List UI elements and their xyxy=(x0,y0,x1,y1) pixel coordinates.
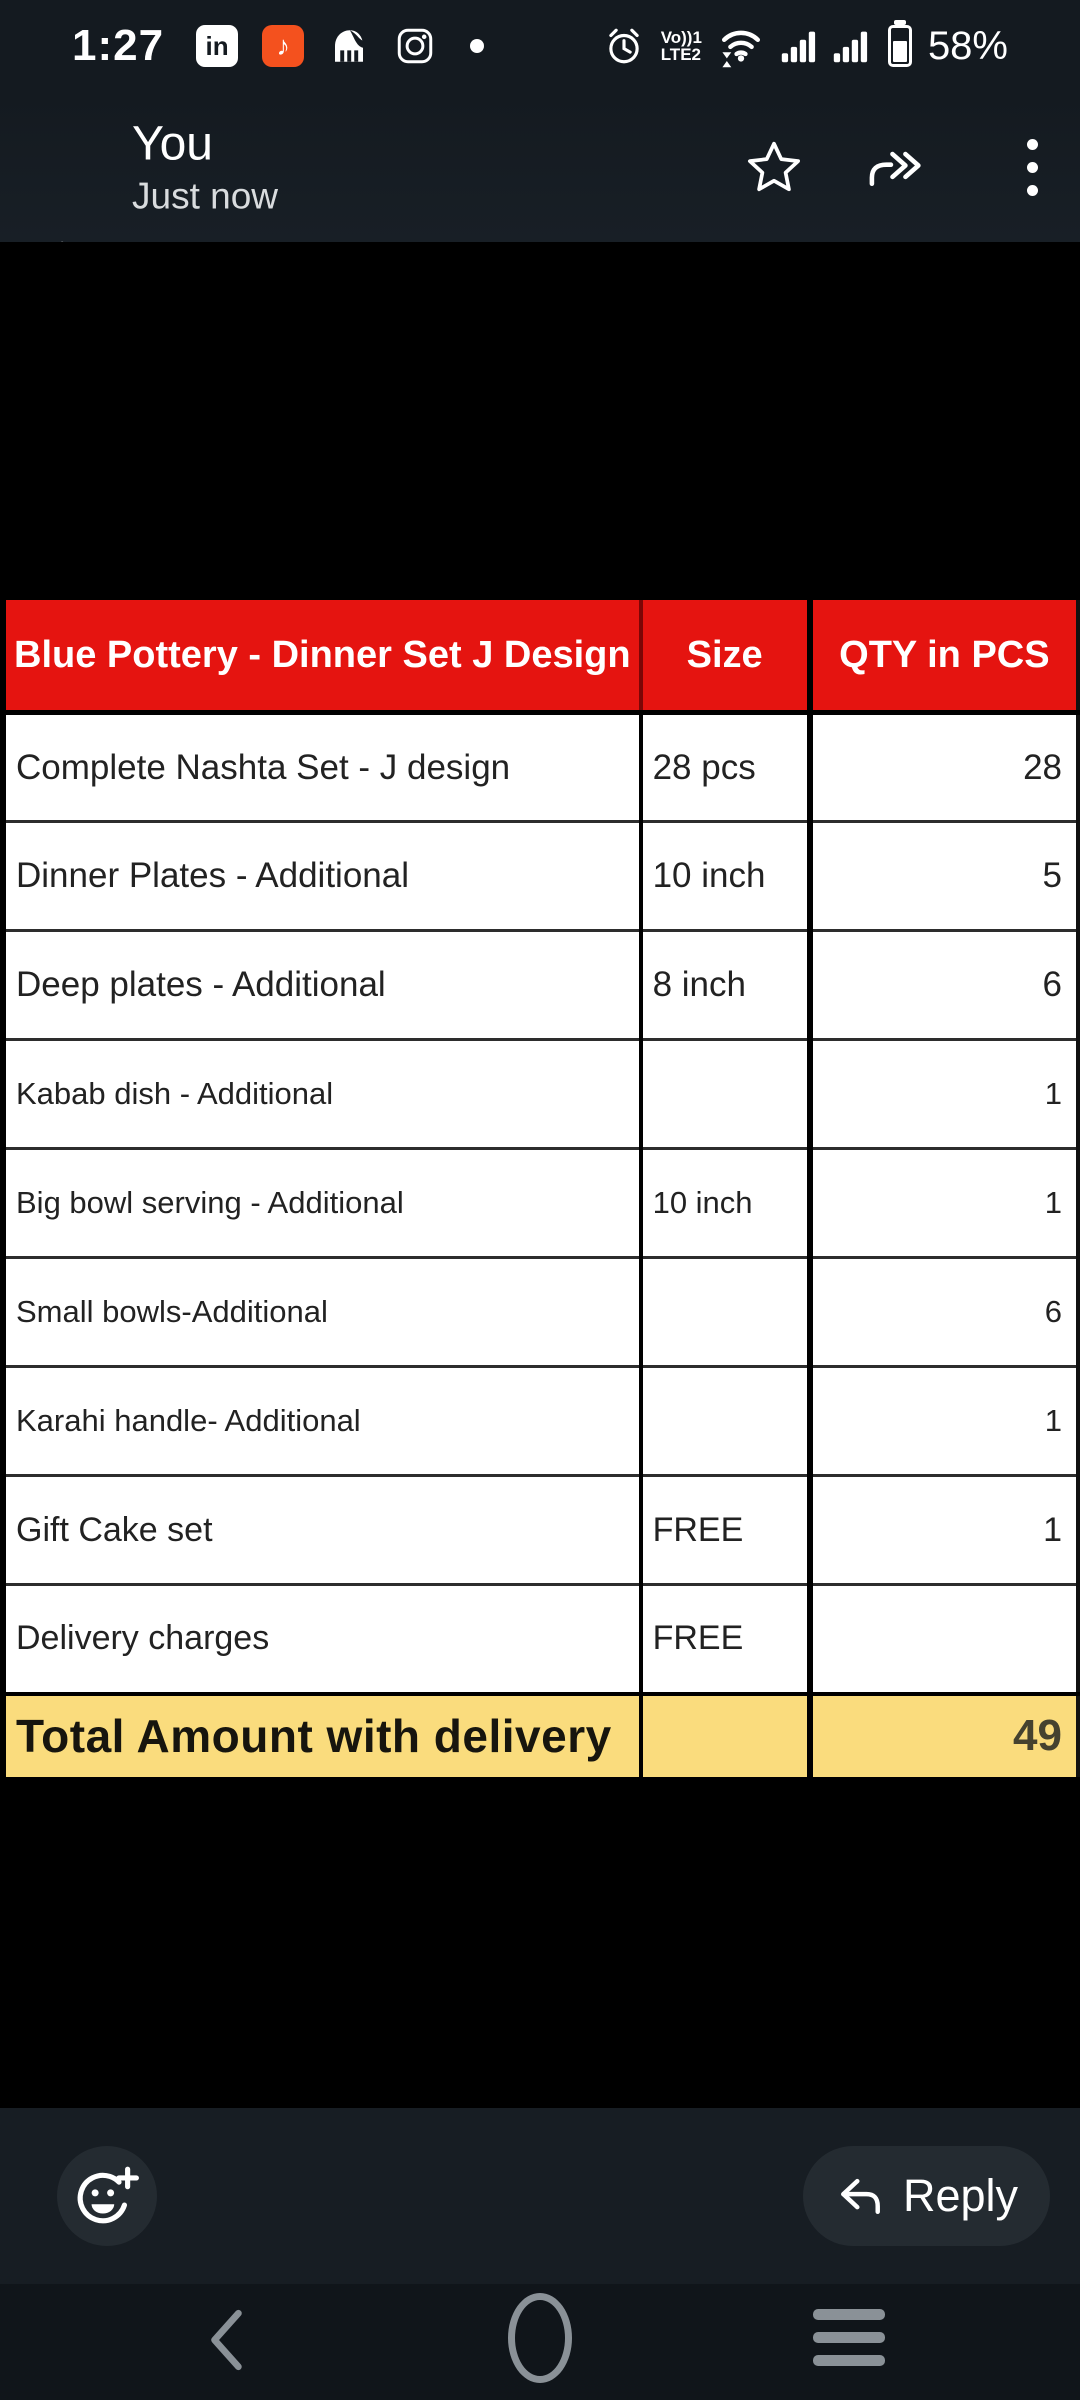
table-row xyxy=(3,1258,1078,1367)
add-reaction-button[interactable] xyxy=(57,2146,157,2246)
qty-cell: 1 xyxy=(810,1476,1078,1585)
col-header-item: Blue Pottery - Dinner Set J Design xyxy=(3,597,641,713)
battery-percent: 58% xyxy=(927,23,1008,68)
table-row xyxy=(3,822,1078,931)
total-row xyxy=(3,1694,1078,1780)
size-cell: 10 inch xyxy=(641,822,810,931)
total-label: Total Amount with delivery xyxy=(3,1694,641,1780)
linkedin-notification-icon xyxy=(196,25,238,67)
status-timestamp: Just now xyxy=(132,175,279,217)
wifi-icon xyxy=(718,24,764,68)
table-row xyxy=(3,1585,1078,1694)
music-note-glyph: ♪ xyxy=(276,30,290,61)
item-cell: Big bowl serving - Additional xyxy=(3,1149,641,1258)
music-app-notification-icon xyxy=(262,25,304,67)
table-row xyxy=(3,1476,1078,1585)
forward-icon xyxy=(862,138,926,196)
overflow-menu-button[interactable] xyxy=(1000,92,1064,242)
qty-cell: 6 xyxy=(810,1258,1078,1367)
table-row xyxy=(3,1149,1078,1258)
item-cell: Delivery charges xyxy=(3,1585,641,1694)
battery-fill xyxy=(893,41,907,62)
qty-cell: 6 xyxy=(810,931,1078,1040)
order-table xyxy=(0,593,1080,1782)
star-button[interactable] xyxy=(742,92,806,242)
three-dot-menu-icon xyxy=(1027,139,1038,196)
qty-cell: 1 xyxy=(810,1040,1078,1149)
nav-back-chevron-icon xyxy=(205,2307,247,2373)
table-row xyxy=(3,1040,1078,1149)
volte-sim2: LTE2 xyxy=(660,45,701,64)
emoji-plus-icon xyxy=(74,2163,140,2229)
item-cell: Complete Nashta Set - J design xyxy=(3,713,641,822)
status-bar-right xyxy=(603,24,1008,69)
reply-arrow-icon xyxy=(835,2173,887,2219)
total-size-cell xyxy=(641,1694,810,1780)
reply-button[interactable] xyxy=(803,2146,1050,2246)
size-cell: 8 inch xyxy=(641,931,810,1040)
nav-home-button[interactable] xyxy=(508,2293,572,2383)
table-row xyxy=(3,713,1078,822)
qty-cell: 28 xyxy=(810,713,1078,822)
item-cell: Dinner Plates - Additional xyxy=(3,822,641,931)
sheet-body xyxy=(3,713,1078,1694)
size-cell xyxy=(641,1040,810,1149)
item-cell: Small bowls-Additional xyxy=(3,1258,641,1367)
col-header-qty: QTY in PCS xyxy=(810,597,1078,713)
piano-app-notification-icon xyxy=(328,25,370,67)
battery-icon xyxy=(888,25,912,67)
viewer-header xyxy=(0,92,1080,242)
page-title: You xyxy=(132,117,213,171)
qty-cell xyxy=(810,1585,1078,1694)
forward-button[interactable] xyxy=(862,92,926,242)
qty-cell: 1 xyxy=(810,1149,1078,1258)
reply-label: Reply xyxy=(902,2170,1019,2221)
nav-back-button[interactable] xyxy=(205,2307,247,2378)
more-notifications-dot xyxy=(470,39,484,53)
total-qty: 49 xyxy=(810,1694,1078,1780)
item-cell: Kabab dish - Additional xyxy=(3,1040,641,1149)
size-cell: FREE xyxy=(641,1476,810,1585)
status-photo[interactable] xyxy=(0,242,1080,2108)
item-cell: Deep plates - Additional xyxy=(3,931,641,1040)
size-cell xyxy=(641,1367,810,1476)
star-icon xyxy=(745,138,803,196)
col-header-size: Size xyxy=(641,597,810,713)
size-cell: FREE xyxy=(641,1585,810,1694)
clock-time: 1:27 xyxy=(72,21,165,70)
status-author-block[interactable] xyxy=(132,116,278,217)
signal-sim2-icon xyxy=(832,26,868,66)
volte-sim1: Vo))1 xyxy=(660,28,702,47)
table-header-row xyxy=(3,597,1078,713)
status-bar-left xyxy=(72,21,484,71)
item-cell: Gift Cake set xyxy=(3,1476,641,1585)
size-cell: 10 inch xyxy=(641,1149,810,1258)
instagram-notification-icon xyxy=(394,25,436,67)
android-nav-bar xyxy=(0,2284,1080,2400)
reaction-bar xyxy=(0,2108,1080,2284)
nav-recents-button[interactable] xyxy=(813,2309,885,2366)
signal-sim1-icon xyxy=(780,26,816,66)
volte-indicator xyxy=(661,29,702,63)
qty-cell: 1 xyxy=(810,1367,1078,1476)
item-cell: Karahi handle- Additional xyxy=(3,1367,641,1476)
size-cell xyxy=(641,1258,810,1367)
table-row xyxy=(3,931,1078,1040)
linkedin-glyph: in xyxy=(205,30,229,61)
size-cell: 28 pcs xyxy=(641,713,810,822)
alarm-icon xyxy=(603,25,645,67)
status-bar xyxy=(0,0,1080,92)
table-row xyxy=(3,1367,1078,1476)
qty-cell: 5 xyxy=(810,822,1078,931)
